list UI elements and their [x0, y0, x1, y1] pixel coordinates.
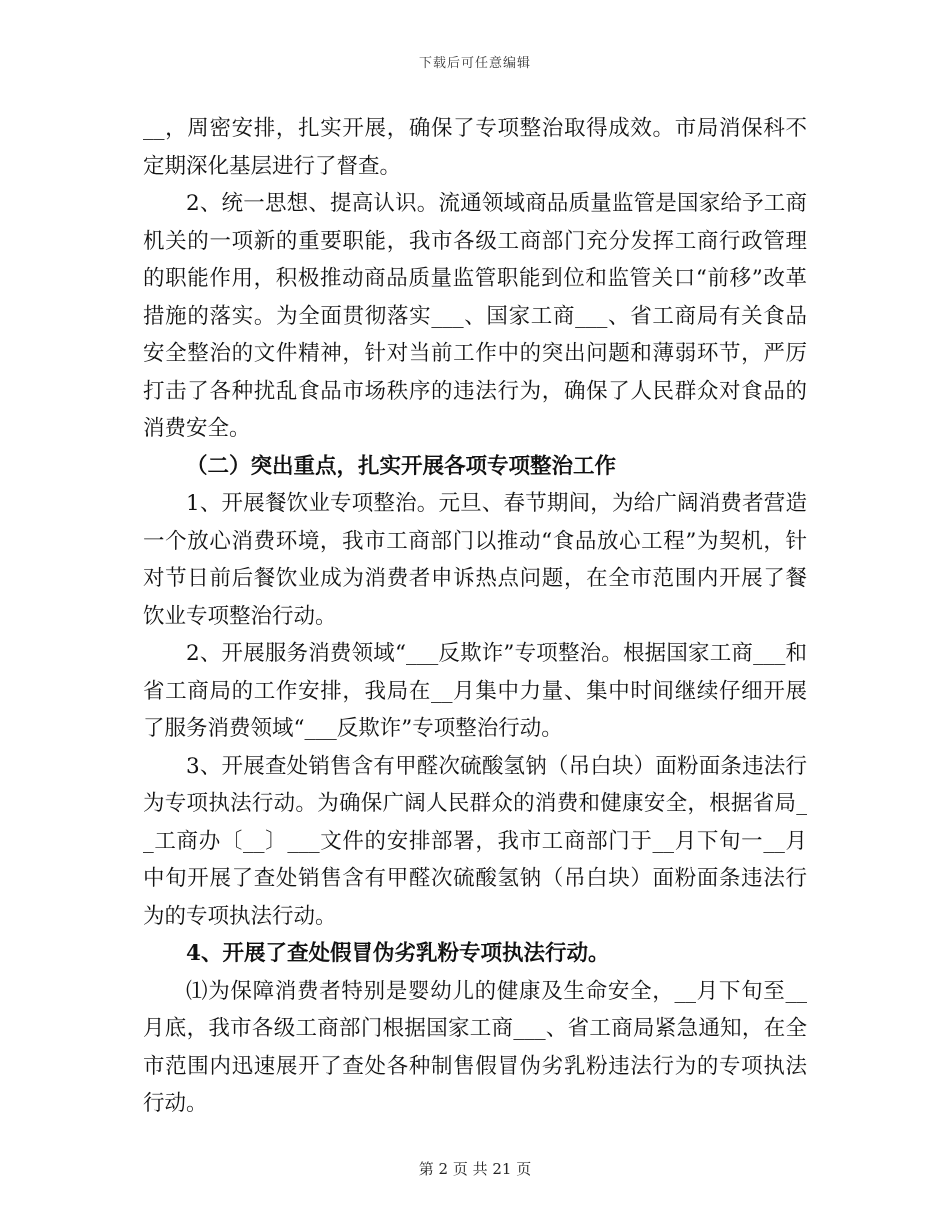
page-header: 下载后可任意编辑: [418, 56, 531, 71]
paragraph-milk-powder-action: ⑴为保障消费者特别是婴幼儿的健康及生命安全，__月下旬至__月底，我市各级工商部门根据国家工商___、省工商局紧急通知，在全市范围内迅速展开了查处各种制售假冒伪劣乳粉违法行为的专项执法行动。: [143, 978, 807, 1116]
paragraph-flour-enforcement: 3、开展查处销售含有甲醛次硫酸氢钠（吊白块）面粉面条违法行为专项执法行动。为确保广阔人民群众的消费和健康安全，根据省局__工商办〔__〕___文件的安排部署，我市工商部门于__月下旬一__月中旬开展了查处销售含有甲醛次硫酸氢钠（吊白块）面粉面条违法行为的专项执法行动。: [143, 753, 807, 929]
document-body: [143, 110, 807, 1123]
paragraph-unify-thinking: 2、统一思想、提高认识。流通领域商品质量监管是国家给予工商机关的一项新的重要职能，我市各级工商部门充分发挥工商行政管理的职能作用，积极推动商品质量监管职能到位和监管关口“前移”改革措施的落实。为全面贯彻落实___、国家工商___、省工商局有关食品安全整治的文件精神，针对当前工作中的突出问题和薄弱环节，严厉打击了各种扰乱食品市场秩序的违法行为，确保了人民群众对食品的消费安全。: [143, 191, 807, 441]
page-footer: 第 2 页 共 21 页: [418, 1160, 532, 1178]
paragraph-continuation: __，周密安排，扎实开展，确保了专项整治取得成效。市局消保科不定期深化基层进行了督查。: [143, 116, 807, 179]
paragraph-anti-fraud: 2、开展服务消费领域“___反欺诈”专项整治。根据国家工商___和省工商局的工作安排，我局在__月集中力量、集中时间继续仔细开展了服务消费领域“___反欺诈”专项整治行动。: [143, 641, 807, 741]
section-heading-focus: （二）突出重点，扎实开展各项专项整治工作: [186, 453, 617, 479]
section-heading-milk-powder: 4、开展了查处假冒伪劣乳粉专项执法行动。: [186, 941, 610, 966]
paragraph-catering-rectification: 1、开展餐饮业专项整治。元旦、春节期间，为给广阔消费者营造一个放心消费环境，我市工商部门以推动“食品放心工程”为契机，针对节日前后餐饮业成为消费者申诉热点问题，在全市范围内开展了餐饮业专项整治行动。: [143, 491, 807, 629]
